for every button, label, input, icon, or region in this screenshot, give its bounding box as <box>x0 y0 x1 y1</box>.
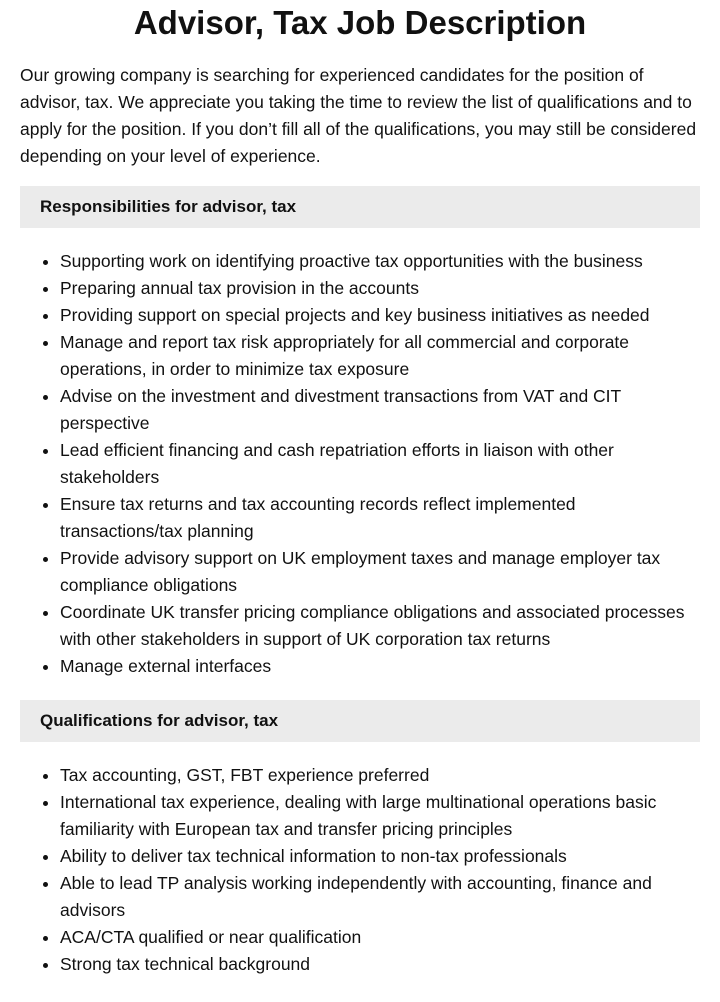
list-item: • Supporting work on identifying proactive tax opportunities with the business <box>60 248 700 275</box>
list-item: • Lead efficient financing and cash repatriation efforts in liaison with other stakeholders <box>60 437 700 491</box>
intro-text: Our growing company is searching for experienced candidates for the position of advisor, tax. We appreciate you taking the time to review the list of qualifications and to apply for the position. If you don’t fill all of the qualifications, you may still be considered depending on your level of experience. <box>20 65 697 166</box>
list-item: • Provide advisory support on UK employment taxes and manage employer tax compliance obligations <box>60 545 700 599</box>
list-item: • Coordinate UK transfer pricing compliance obligations and associated processes with other stakeholders in support of UK corporation tax returns <box>60 599 700 653</box>
list-item: • Advise on the investment and divestment transactions from VAT and CIT perspective <box>60 383 700 437</box>
responsibilities-heading: Responsibilities for advisor, tax <box>20 186 700 228</box>
page-title: Advisor, Tax Job Description <box>133 4 587 41</box>
list-item: • Preparing annual tax provision in the accounts <box>60 275 700 302</box>
responsibilities-list <box>20 248 700 680</box>
list-item: • Ensure tax returns and tax accounting records reflect implemented transactions/tax planning <box>60 491 700 545</box>
list-item: • Providing support on special projects and key business initiatives as needed <box>60 302 700 329</box>
list-item: • Manage external interfaces <box>60 653 700 680</box>
qualifications-heading: Qualifications for advisor, tax <box>20 700 700 742</box>
list-item: • Manage and report tax risk appropriately for all commercial and corporate operations, in order to minimize tax exposure <box>60 329 700 383</box>
list-item: • International tax experience, dealing with large multinational operations basic familiarity with European tax and transfer pricing principles <box>60 789 700 843</box>
list-item: • Able to lead TP analysis working independently with accounting, finance and advisors <box>60 870 700 924</box>
list-item: • Ability to deliver tax technical information to non-tax professionals <box>60 843 700 870</box>
qualifications-list <box>20 762 700 978</box>
list-item: • Tax accounting, GST, FBT experience preferred <box>60 762 700 789</box>
list-item: • Strong tax technical background <box>60 951 700 978</box>
list-item: • ACA/CTA qualified or near qualification <box>60 924 700 951</box>
